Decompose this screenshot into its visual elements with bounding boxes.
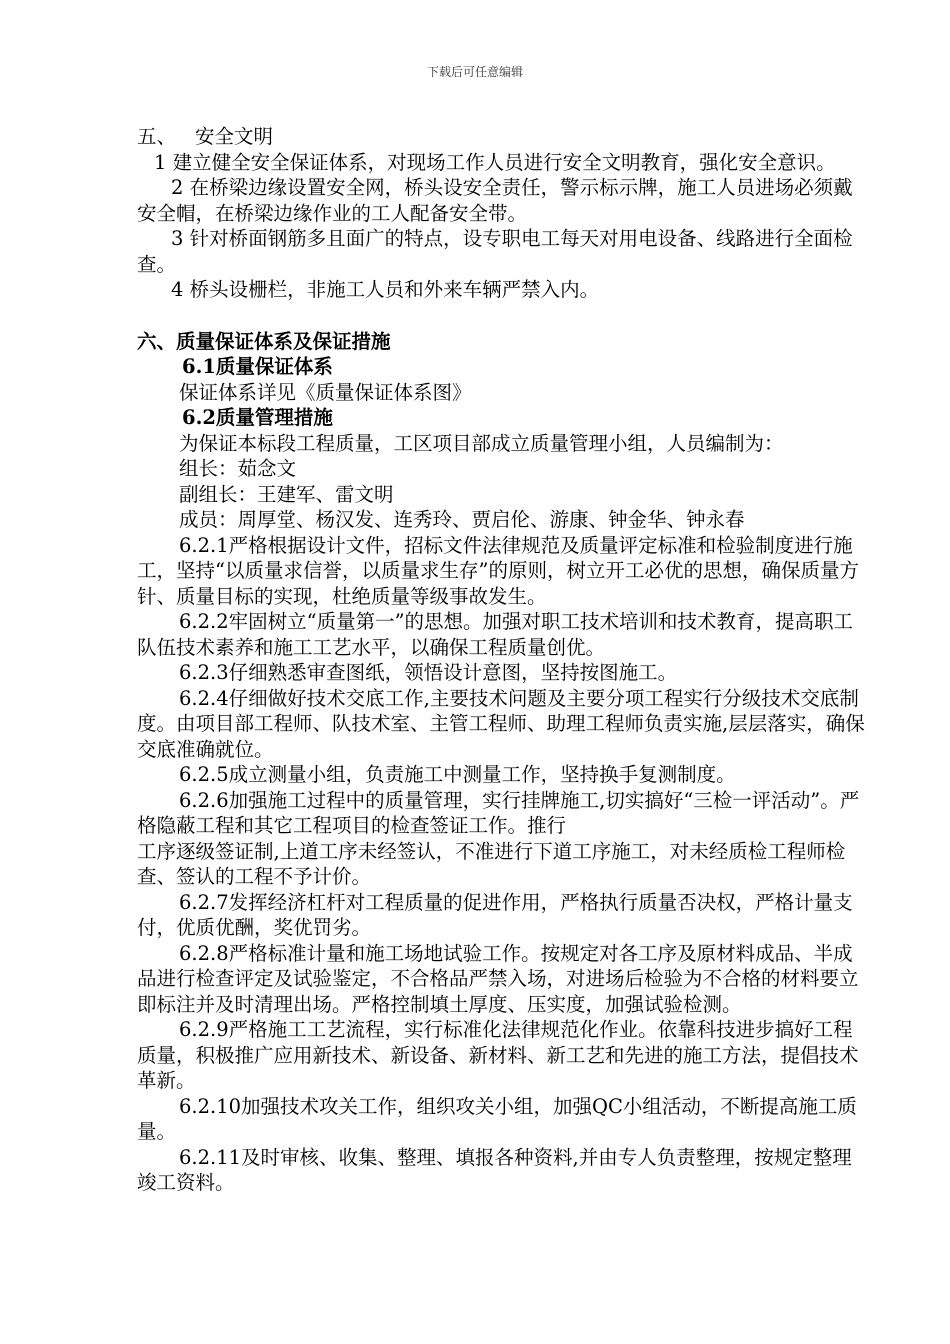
safety-item-2: 2 在桥梁边缘设置安全网，桥头设安全责任，警示标示牌，施工人员进场必须戴安全帽，在桥梁边缘作业的工人配备安全带。 [137, 176, 853, 225]
clause-6-2-6: 6.2.6加强施工过程中的质量管理，实行挂牌施工,切实搞好“三检一评活动”。严格隐蔽工程和其它工程项目的检查签证工作。推行 [137, 788, 860, 837]
header-note: 下载后可任意编辑 [426, 65, 523, 79]
clause-6-2-8: 6.2.8严格标准计量和施工场地试验工作。按规定对各工序及原材料成品、半成品进行检查评定及试验鉴定，不合格品严禁入场，对进场后检验为不合格的材料要立即标注并及时清理出场。严格控制填土厚度、压实度，加强试验检测。 [137, 941, 859, 1016]
clause-6-2-3: 6.2.3仔细熟悉审查图纸，领悟设计意图，坚持按图施工。 [179, 661, 678, 684]
clause-6-2-5: 6.2.5成立测量小组，负责施工中测量工作，坚持换手复测制度。 [179, 763, 736, 786]
section-5-number: 五、 [137, 125, 177, 148]
section-5-heading [137, 124, 865, 150]
clause-6-2-11: 6.2.11及时审核、收集、整理、填报各种资料,并由专人负责整理，按规定整理竣工资料。 [137, 1145, 852, 1194]
group-deputy: 副组长：王建军、雷文明 [179, 482, 394, 506]
subsection-6-1-title: 6.1质量保证体系 [182, 355, 333, 378]
clause-6-2-6-continued: 工序逐级签证制,上道工序未经签认，不准进行下道工序施工，对未经质检工程师检查、签认的工程不予计价。 [137, 839, 846, 888]
document-body [137, 124, 865, 1196]
subsection-6-2-title: 6.2质量管理措施 [182, 406, 333, 429]
clause-6-2-2: 6.2.2牢固树立“质量第一”的思想。加强对职工技术培训和技术教育，提高职工队伍技术素养和施工工艺水平，以确保工程质量创优。 [137, 610, 854, 659]
section-5-title: 安全文明 [195, 125, 274, 148]
clause-6-2-9: 6.2.9严格施工工艺流程，实行标准化法律规范化作业。依靠科技进步搞好工程质量，积极推广应用新技术、新设备、新材料、新工艺和先进的施工方法，提倡技术革新。 [137, 1018, 859, 1092]
clause-6-2-4: 6.2.4仔细做好技术交底工作,主要技术问题及主要分项工程实行分级技术交底制度。由项目部工程师、队技术室、主管工程师、助理工程师负责实施,层层落实，确保交底准确就位。 [137, 686, 865, 761]
quality-group-intro: 为保证本标段工程质量，工区项目部成立质量管理小组，人员编制为： [179, 431, 784, 455]
safety-item-4: 4 桥头设栅栏，非施工人员和外来车辆严禁入内。 [171, 278, 600, 301]
safety-item-3: 3 针对桥面钢筋多且面广的特点，设专职电工每天对用电设备、线路进行全面检查。 [137, 227, 853, 276]
clause-6-2-10: 6.2.10加强技术攻关工作，组织攻关小组，加强QC小组活动，不断提高施工质量。 [137, 1094, 857, 1143]
subsection-6-1-text: 保证体系详见《质量保证体系图》 [179, 380, 472, 404]
safety-item-1: 1 建立健全安全保证体系，对现场工作人员进行安全文明教育，强化安全意识。 [154, 150, 836, 174]
section-6-heading: 六、质量保证体系及保证措施 [137, 329, 391, 353]
group-leader: 组长：茹念文 [179, 457, 297, 480]
clause-6-2-7: 6.2.7发挥经济杠杆对工程质量的促进作用，严格执行质量否决权，严格计量支付，优质优酬，奖优罚劣。 [137, 890, 853, 939]
group-members: 成员：周厚堂、杨汉发、连秀玲、贾启伦、游康、钟金华、钟永春 [179, 508, 745, 531]
clause-6-2-1: 6.2.1严格根据设计文件，招标文件法律规范及质量评定标准和检验制度进行施工，坚持“以质量求信誉，以质量求生存”的原则，树立开工必优的思想，确保质量方针、质量目标的实现，杜绝质量等级事故发生。 [137, 533, 859, 608]
